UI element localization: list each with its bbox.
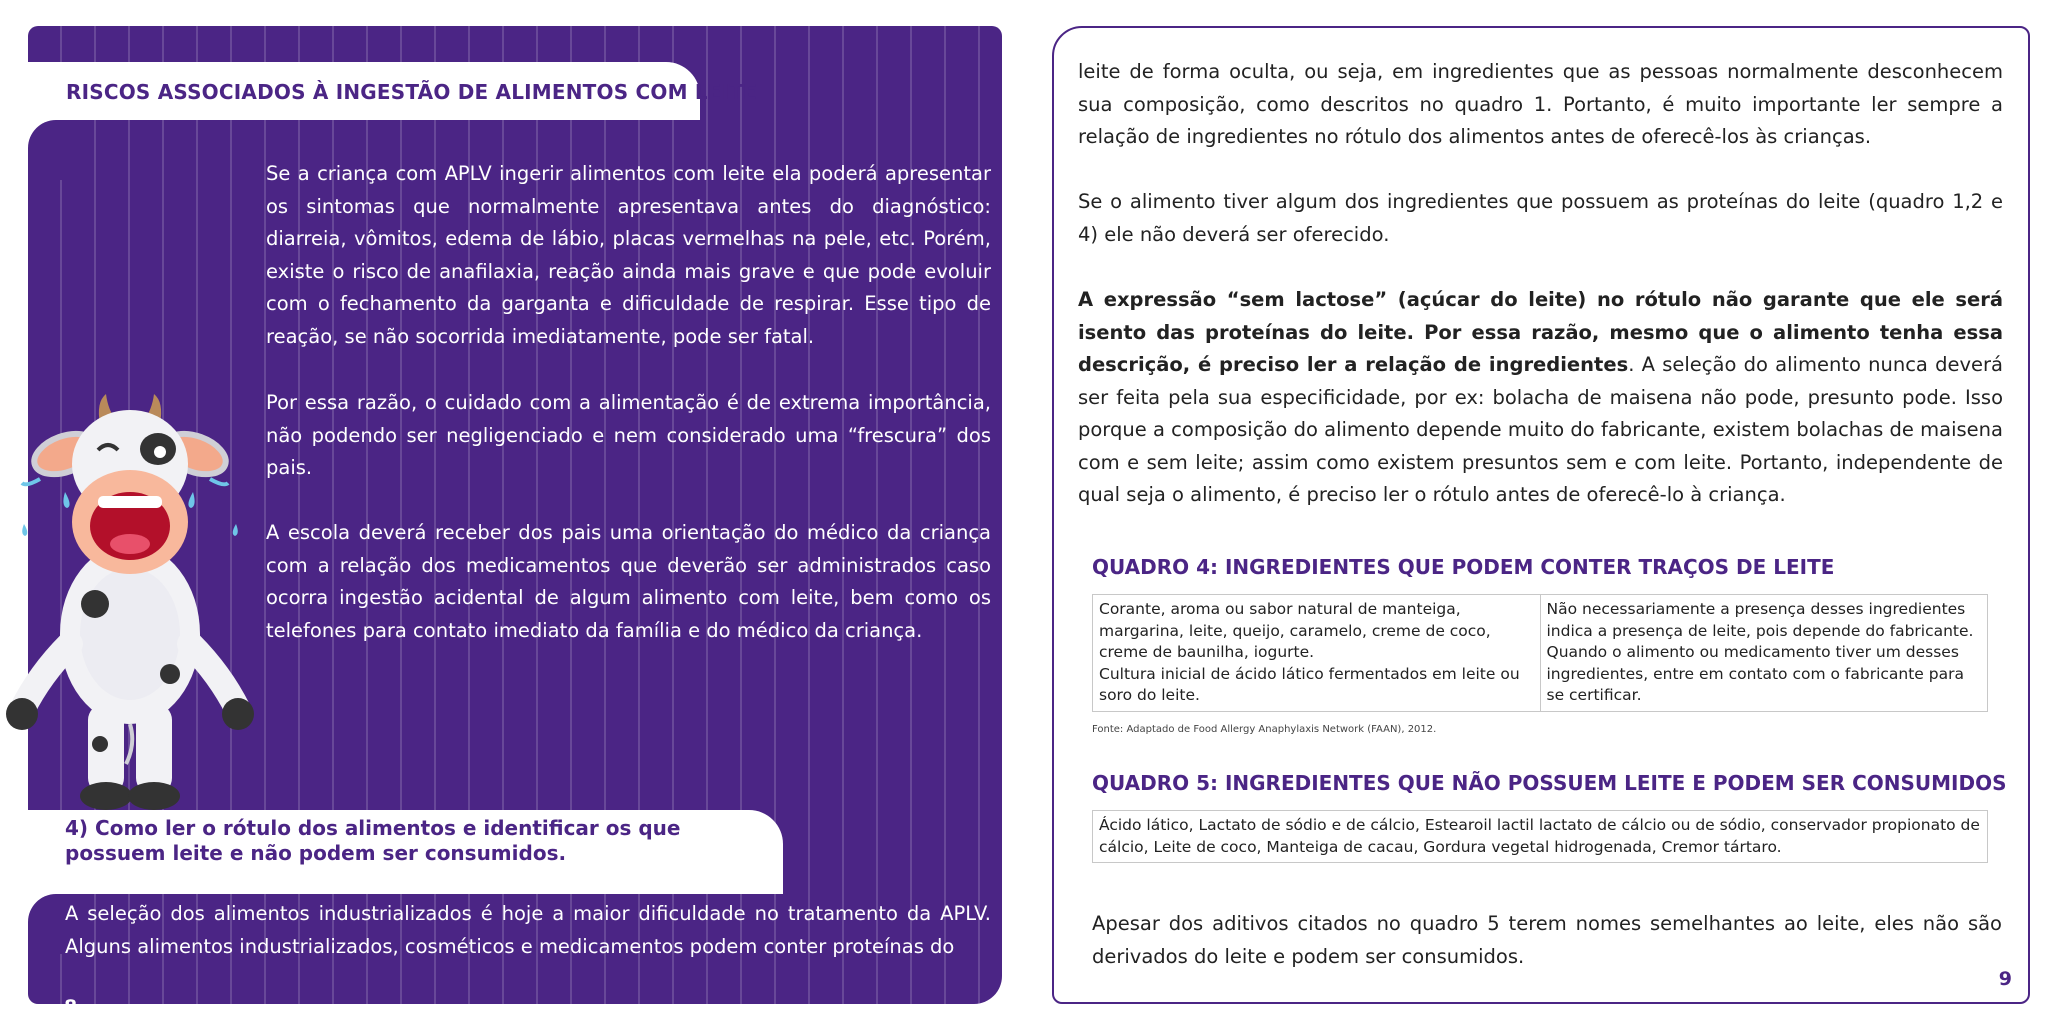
- paragraph-lactose-free-bold: A expressão “sem lactose” (açúcar do leite) no rótulo não garante que ele será isento das proteínas do leite. Por essa razão, mesmo que o alimento tenha essa descrição, é preciso ler a relação de ingredientes: [1078, 288, 2003, 376]
- paragraph-risks: Se a criança com APLV ingerir alimentos com leite ela poderá apresentar os sintomas que normalmente apresentava antes do diagnóstico: diarreia, vômitos, edema de lábio, placas vermelhas na pele, etc. Porém, existe o risco de anafilaxia, reação ainda mais grave e que pode evoluir com o fechamento da garganta e dificuldade de respirar. Esse tipo de reação, se não socorrida imediatamente, pode ser fatal.: [266, 162, 991, 348]
- paragraph-selection: A seleção dos alimentos industrializados é hoje a maior dificuldade no tratamento da APLV. Alguns alimentos industrializados, cosméticos e medicamentos podem conter proteínas do: [65, 902, 991, 958]
- subsection-title: 4) Como ler o rótulo dos alimentos e identificar os que possuem leite e não podem ser consumidos.: [65, 816, 681, 865]
- paragraph-lactose-free-rest: . A seleção do alimento nunca deverá ser feita pela sua especificidade, por ex: bolacha de maisena não pode, presunto pode. Isso porque a composição do alimento depende muito do fabricante, existem bolachas de maisena com e sem leite; assim como existem presuntos sem e com leite. Portanto, independente de qual seja o alimento, é preciso ler o rótulo antes de oferecê-lo à criança.: [1078, 353, 2003, 506]
- quadro4-table: [1092, 594, 1988, 712]
- paragraph-do-not-offer: Se o alimento tiver algum dos ingredientes que possuem as proteínas do leite (quadro 1,2 e 4) ele não deverá ser oferecido.: [1078, 190, 2003, 246]
- quadro4-title: QUADRO 4: INGREDIENTES QUE PODEM CONTER TRAÇOS DE LEITE: [1092, 555, 1835, 579]
- page-number-left: 8: [64, 996, 78, 1018]
- quadro5-box: Ácido lático, Lactato de sódio e de cálcio, Estearoil lactil lactato de cálcio ou de sódio, conservador propionato de cálcio, Leite de coco, Manteiga de cacau, Gordura vegetal hidrogenada, Cremor tártaro.: [1092, 810, 1988, 863]
- left-page: [28, 26, 1002, 1018]
- paragraph-hidden-milk: leite de forma oculta, ou seja, em ingredientes que as pessoas normalmente desconhecem sua composição, como descritos no quadro 1. Portanto, é muito importante ler sempre a relação de ingredientes no rótulo dos alimentos antes de oferecê-los às crianças.: [1078, 60, 2003, 148]
- paragraph-school: A escola deverá receber dos pais uma orientação do médico da criança com a relação dos medicamentos que deverão ser administrados caso ocorra ingestão acidental de algum alimento com leite, bem como os telefones para contato imediato da família e do médico da criança.: [266, 521, 991, 642]
- paragraph-care: Por essa razão, o cuidado com a alimentação é de extrema importância, não podendo ser negligenciado e nem considerado uma “frescura” dos pais.: [266, 391, 991, 479]
- paragraph-closing: Apesar dos aditivos citados no quadro 5 terem nomes semelhantes ao leite, eles não são derivados do leite e podem ser consumidos.: [1092, 912, 2002, 968]
- quadro4-source: Fonte: Adaptado de Food Allergy Anaphylaxis Network (FAAN), 2012.: [1092, 724, 1437, 735]
- quadro5-title: QUADRO 5: INGREDIENTES QUE NÃO POSSUEM LEITE E PODEM SER CONSUMIDOS: [1092, 771, 2007, 795]
- quadro4-ingredients-line1: Corante, aroma ou sabor natural de manteiga, margarina, leite, queijo, caramelo, creme de coco, creme de baunilha, iogurte.: [1099, 600, 1491, 661]
- page-number-right: 9: [1998, 968, 2012, 990]
- paragraph-lactose-free: [1078, 284, 2003, 512]
- quadro4-cell-note: Não necessariamente a presença desses ingredientes indica a presença de leite, pois depende do fabricante. Quando o alimento ou medicamento tiver um desses ingredientes, entre em contato com o fabricante para se certificar.: [1540, 595, 1988, 712]
- section-title: RISCOS ASSOCIADOS À INGESTÃO DE ALIMENTOS COM LEITE: [66, 80, 757, 104]
- quadro4-ingredients-line2: Cultura inicial de ácido lático fermentados em leite ou soro do leite.: [1099, 664, 1520, 704]
- quadro4-cell-ingredients: [1093, 595, 1541, 712]
- right-page: [1052, 26, 2030, 1004]
- table-row: [1093, 595, 1988, 712]
- crying-cow-illustration: [10, 384, 250, 824]
